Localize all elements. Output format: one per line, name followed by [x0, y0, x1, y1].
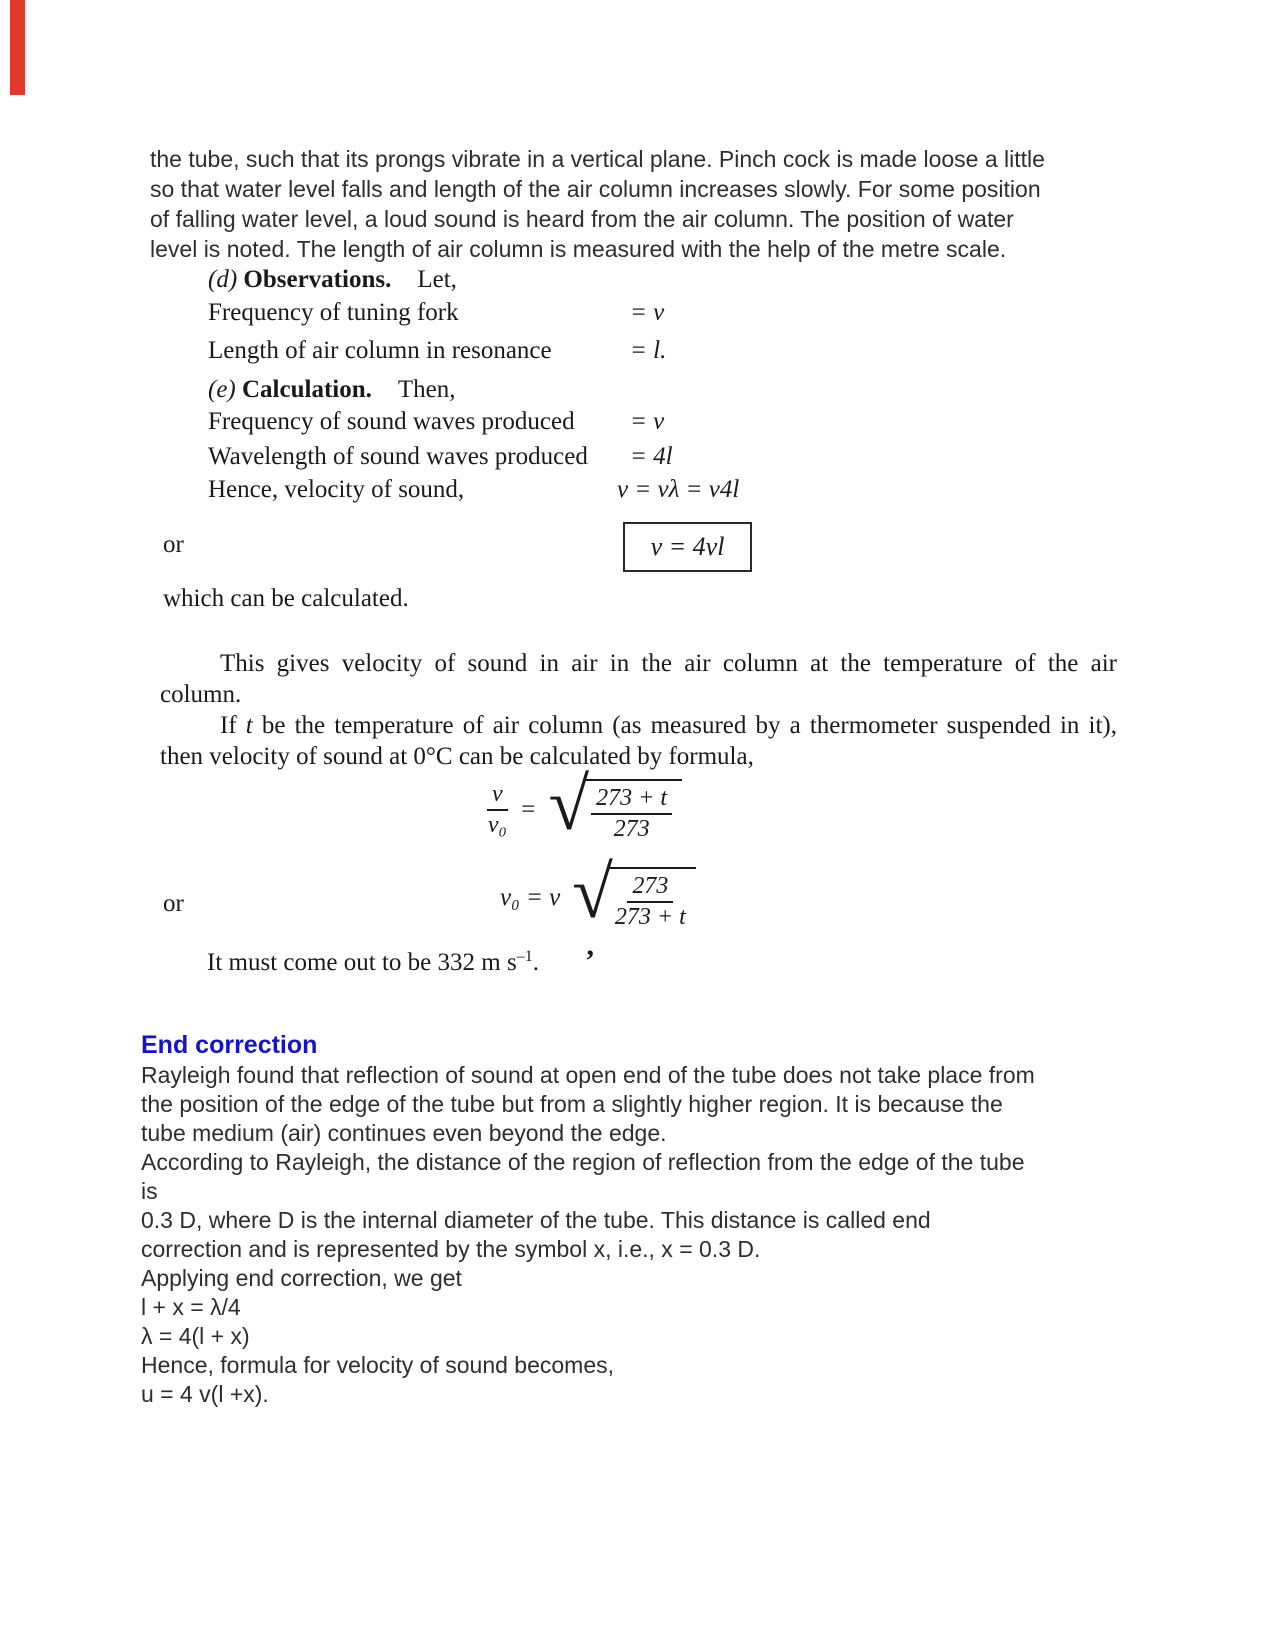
- fraction-273-over-273t: [615, 873, 686, 931]
- calculation-tail: Then,: [397, 376, 456, 403]
- end-correction-line: u = 4 v(l +x).: [141, 1381, 269, 1407]
- scan-artifact-mark: ’: [585, 944, 595, 977]
- paragraph-line: column.: [160, 681, 242, 708]
- calculation-value: = ν: [630, 408, 665, 435]
- fraction-numerator: 273 + t: [591, 785, 672, 815]
- end-correction-line: Applying end correction, we get: [141, 1265, 462, 1291]
- calculation-heading: [208, 376, 456, 404]
- result-text: It must come out to be 332 m s: [207, 949, 517, 976]
- end-correction-line: Hence, formula for velocity of sound becomes,: [141, 1352, 615, 1378]
- intro-line: so that water level falls and length of the air column increases slowly. For some position: [150, 176, 1041, 202]
- paragraph-line: This gives velocity of sound in air in the air column at the temperature of the air: [220, 650, 1117, 677]
- item-letter: (d): [208, 266, 238, 293]
- end-correction-line: λ = 4(l + x): [141, 1323, 250, 1349]
- observation-label: Frequency of tuning fork: [208, 299, 459, 326]
- observation-label: Length of air column in resonance: [208, 337, 552, 364]
- or-label: or: [163, 890, 184, 917]
- italic-t: t: [245, 712, 253, 739]
- formula-v0: [500, 852, 696, 934]
- text-part: be the temperature of air column (as measured by a thermometer suspended in it),: [261, 712, 1117, 739]
- fraction-denominator: v₀: [487, 811, 507, 838]
- velocity-label: Hence, velocity of sound,: [208, 476, 465, 503]
- intro-line: level is noted. The length of air column is measured with the help of the metre scale.: [150, 236, 1007, 262]
- fraction-273t-over-273: [591, 785, 672, 843]
- end-correction-heading: End correction: [141, 1031, 318, 1059]
- calculation-label: Frequency of sound waves produced: [208, 408, 575, 435]
- boxed-equation: [623, 522, 752, 572]
- result-exponent: –1: [516, 948, 533, 965]
- scan-paragraph-2: [160, 710, 1117, 772]
- calculation-value: = 4l: [630, 443, 673, 470]
- end-correction-section: [141, 1030, 1151, 1409]
- formula-lhs: v₀ = v: [500, 883, 561, 911]
- formula-velocity-ratio: [487, 764, 682, 846]
- velocity-equation: v = νλ = ν4l: [617, 476, 740, 503]
- fraction-denominator: 273 + t: [614, 904, 686, 930]
- paragraph-line: [160, 710, 1117, 741]
- radical-sign: √: [572, 852, 613, 934]
- fraction-v-over-v0: [487, 781, 508, 839]
- equals-sign: =: [519, 795, 537, 823]
- radical-sign: √: [548, 764, 590, 846]
- item-letter: (e): [208, 376, 236, 403]
- fraction-numerator: v: [487, 781, 508, 811]
- end-correction-line: correction and is represented by the symbol x, i.e., x = 0.3 D.: [141, 1236, 761, 1262]
- radicand: [583, 779, 682, 843]
- intro-paragraph: [150, 144, 1130, 264]
- radicand: [607, 867, 696, 931]
- red-corner-marker: [10, 0, 25, 95]
- boxed-equation-text: v = 4νl: [650, 532, 725, 561]
- fraction-numerator: 273: [627, 873, 673, 903]
- end-correction-line: is: [141, 1178, 158, 1204]
- end-correction-line: 0.3 D, where D is the internal diameter of the tube. This distance is called end: [141, 1207, 931, 1233]
- paragraph-line: then velocity of sound at 0°C can be calculated by formula,: [160, 743, 754, 770]
- end-correction-line: Rayleigh found that reflection of sound at open end of the tube does not take place from: [141, 1062, 1035, 1088]
- observation-value: = ν: [630, 299, 665, 326]
- intro-line: the tube, such that its prongs vibrate in a vertical plane. Pinch cock is made loose a little: [150, 146, 1045, 172]
- square-root: [548, 764, 683, 846]
- end-correction-line: l + x = λ/4: [141, 1294, 241, 1320]
- which-calculated-text: which can be calculated.: [163, 585, 409, 612]
- observations-title: Observations.: [243, 266, 392, 293]
- result-line: [207, 948, 539, 977]
- observations-heading: [208, 266, 457, 294]
- observation-value: = l.: [630, 337, 667, 364]
- end-correction-line: tube medium (air) continues even beyond the edge.: [141, 1120, 667, 1146]
- calculation-label: Wavelength of sound waves produced: [208, 443, 588, 470]
- end-correction-line: According to Rayleigh, the distance of the region of reflection from the edge of the tube: [141, 1149, 1025, 1175]
- calculation-title: Calculation.: [242, 376, 372, 403]
- square-root: [572, 852, 696, 934]
- text-part: If: [220, 712, 237, 739]
- fraction-denominator: 273: [613, 816, 650, 842]
- or-label: or: [163, 531, 184, 558]
- result-period: .: [532, 949, 539, 976]
- scan-paragraph-1: [160, 648, 1117, 710]
- end-correction-line: the position of the edge of the tube but from a slightly higher region. It is because the: [141, 1091, 1003, 1117]
- intro-line: of falling water level, a loud sound is heard from the air column. The position of water: [150, 206, 1014, 232]
- observations-tail: Let,: [417, 266, 457, 293]
